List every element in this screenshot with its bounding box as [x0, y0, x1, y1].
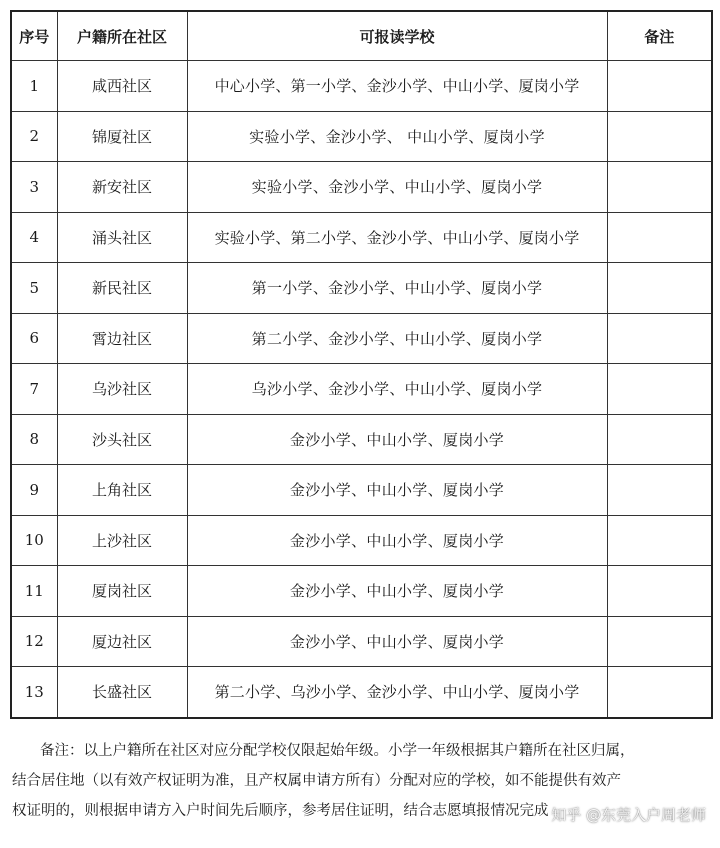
table-row	[11, 111, 712, 162]
table-row	[11, 212, 712, 263]
row-note	[607, 111, 712, 162]
row-community: 霄边社区	[57, 313, 187, 364]
table-row	[11, 61, 712, 112]
row-schools: 实验小学、金沙小学、 中山小学、厦岗小学	[187, 111, 607, 162]
table-row	[11, 364, 712, 415]
row-seq: 2	[11, 111, 57, 162]
row-note	[607, 515, 712, 566]
row-schools: 金沙小学、中山小学、厦岗小学	[187, 465, 607, 516]
header-schools: 可报读学校	[187, 11, 607, 61]
row-note	[607, 616, 712, 667]
row-seq: 3	[11, 162, 57, 213]
row-note	[607, 364, 712, 415]
row-community: 上角社区	[57, 465, 187, 516]
table-row	[11, 566, 712, 617]
footnote-line-1: 备注：以上户籍所在社区对应分配学校仅限起始年级。小学一年级根据其户籍所在社区归属，	[40, 743, 635, 759]
row-seq: 1	[11, 61, 57, 112]
row-schools: 金沙小学、中山小学、厦岗小学	[187, 616, 607, 667]
row-seq: 4	[11, 212, 57, 263]
row-note	[607, 61, 712, 112]
table-row	[11, 667, 712, 718]
row-note	[607, 162, 712, 213]
row-community: 沙头社区	[57, 414, 187, 465]
row-seq: 10	[11, 515, 57, 566]
row-schools: 第一小学、金沙小学、中山小学、厦岗小学	[187, 263, 607, 314]
table-row	[11, 162, 712, 213]
table-row	[11, 465, 712, 516]
row-schools: 乌沙小学、金沙小学、中山小学、厦岗小学	[187, 364, 607, 415]
row-note	[607, 566, 712, 617]
row-note	[607, 212, 712, 263]
row-seq: 9	[11, 465, 57, 516]
row-note	[607, 263, 712, 314]
school-allocation-table	[10, 10, 713, 719]
header-seq: 序号	[11, 11, 57, 61]
row-note	[607, 313, 712, 364]
row-schools: 金沙小学、中山小学、厦岗小学	[187, 414, 607, 465]
table-header-row	[11, 11, 712, 61]
row-schools: 第二小学、乌沙小学、金沙小学、中山小学、厦岗小学	[187, 667, 607, 718]
row-community: 咸西社区	[57, 61, 187, 112]
row-schools: 金沙小学、中山小学、厦岗小学	[187, 515, 607, 566]
header-note: 备注	[607, 11, 712, 61]
table-row	[11, 263, 712, 314]
watermark: 知乎 @东莞入户周老师	[551, 806, 706, 824]
row-community: 涌头社区	[57, 212, 187, 263]
table-row	[11, 414, 712, 465]
row-schools: 第二小学、金沙小学、中山小学、厦岗小学	[187, 313, 607, 364]
row-schools: 实验小学、金沙小学、中山小学、厦岗小学	[187, 162, 607, 213]
row-schools: 实验小学、第二小学、金沙小学、中山小学、厦岗小学	[187, 212, 607, 263]
row-schools: 中心小学、第一小学、金沙小学、中山小学、厦岗小学	[187, 61, 607, 112]
row-note	[607, 414, 712, 465]
row-note	[607, 667, 712, 718]
row-community: 厦岗社区	[57, 566, 187, 617]
footnote-line-3: 权证明的，则根据申请方入户时间先后顺序，参考居住证明，结合志愿填报情况完成	[12, 803, 549, 819]
row-seq: 13	[11, 667, 57, 718]
row-seq: 6	[11, 313, 57, 364]
row-community: 乌沙社区	[57, 364, 187, 415]
row-community: 上沙社区	[57, 515, 187, 566]
row-seq: 11	[11, 566, 57, 617]
row-community: 新民社区	[57, 263, 187, 314]
row-seq: 7	[11, 364, 57, 415]
header-community: 户籍所在社区	[57, 11, 187, 61]
row-community: 长盛社区	[57, 667, 187, 718]
row-community: 新安社区	[57, 162, 187, 213]
row-seq: 12	[11, 616, 57, 667]
table-row	[11, 313, 712, 364]
row-seq: 8	[11, 414, 57, 465]
row-community: 锦厦社区	[57, 111, 187, 162]
table-row	[11, 616, 712, 667]
row-community: 厦边社区	[57, 616, 187, 667]
row-note	[607, 465, 712, 516]
table-row	[11, 515, 712, 566]
row-schools: 金沙小学、中山小学、厦岗小学	[187, 566, 607, 617]
footnote-line-2: 结合居住地（以有效产权证明为准，且产权属申请方所有）分配对应的学校，如不能提供有效产	[12, 773, 621, 789]
row-seq: 5	[11, 263, 57, 314]
